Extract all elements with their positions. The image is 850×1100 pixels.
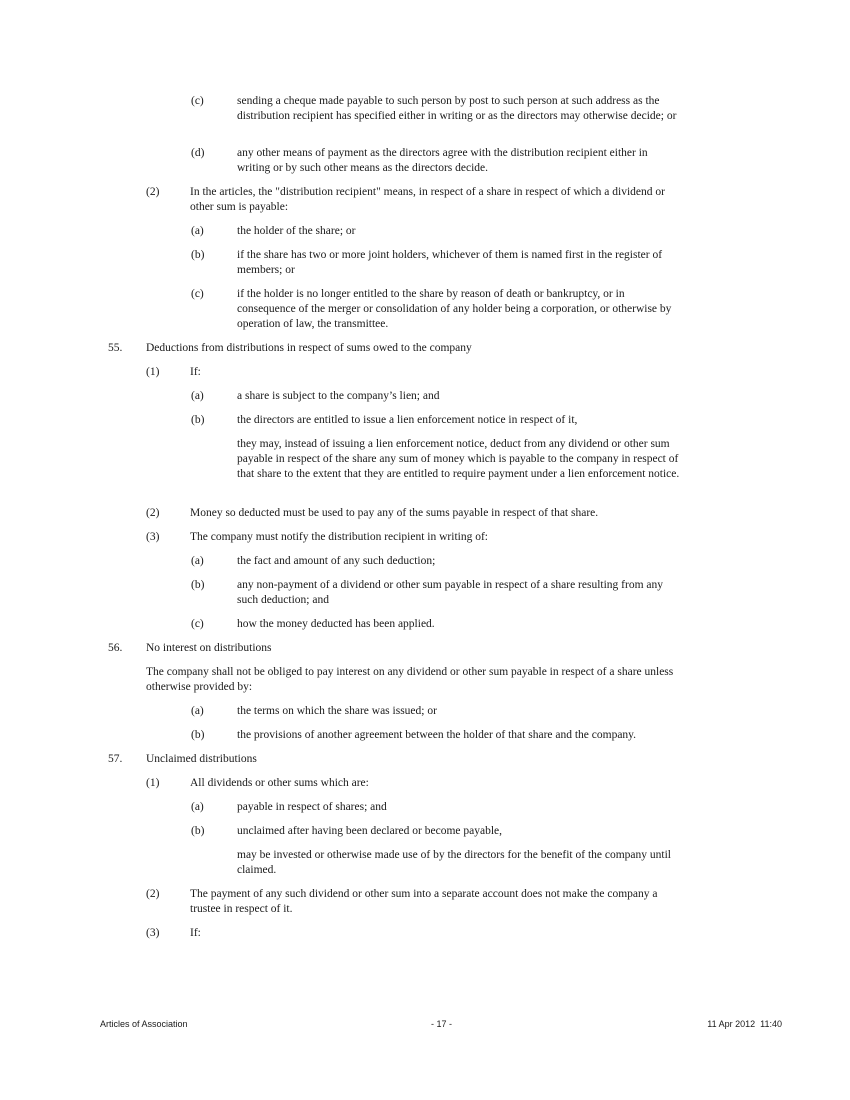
item-text: how the money deducted has been applied.: [237, 618, 435, 630]
item-label: (c): [191, 95, 204, 107]
item-text: the provisions of another agreement between the holder of that share and the company.: [237, 729, 637, 741]
item-text: a share is subject to the company’s lien; and: [237, 390, 440, 402]
item-text: any non-payment of a dividend or other sum payable in respect of a share resulting from any such deduction; and: [237, 579, 664, 606]
item-text: unclaimed after having been declared or become payable,: [237, 825, 503, 837]
item-label: (a): [191, 801, 204, 813]
subclause-text: The payment of any such dividend or other sum into a separate account does not make the company a trustee in respect of it.: [190, 888, 658, 915]
subclause-label: (1): [146, 777, 160, 789]
item-text: the terms on which the share was issued; or: [237, 705, 437, 717]
subclause-text: All dividends or other sums which are:: [190, 777, 369, 789]
item-label: (d): [191, 147, 205, 159]
subclause-text: The company must notify the distribution recipient in writing of:: [190, 531, 488, 543]
continuation-text: may be invested or otherwise made use of by the directors for the benefit of the company until claimed.: [237, 849, 671, 876]
footer-document-title: Articles of Association: [100, 1019, 188, 1029]
item-text: if the holder is no longer entitled to the share by reason of death or bankruptcy, or in consequence of the merger or consolidation of any holder being a corporation, or otherwise by operation of law, the transmittee.: [237, 288, 672, 330]
subclause-label: (2): [146, 888, 160, 900]
article-number: 56.: [108, 642, 123, 654]
subclause-label: (2): [146, 507, 160, 519]
article-heading: No interest on distributions: [146, 642, 272, 654]
item-label: (c): [191, 618, 204, 630]
item-label: (a): [191, 555, 204, 567]
item-text: payable in respect of shares; and: [237, 801, 387, 813]
item-label: (a): [191, 390, 204, 402]
item-label: (a): [191, 705, 204, 717]
article-heading: Unclaimed distributions: [146, 753, 257, 765]
item-label: (a): [191, 225, 204, 237]
item-text: the holder of the share; or: [237, 225, 356, 237]
subclause-label: (3): [146, 927, 160, 939]
item-text: the directors are entitled to issue a lien enforcement notice in respect of it,: [237, 414, 578, 426]
article-heading: Deductions from distributions in respect of sums owed to the company: [146, 342, 472, 354]
item-label: (b): [191, 579, 205, 591]
item-label: (b): [191, 729, 205, 741]
footer-timestamp: 11 Apr 2012 11:40: [707, 1019, 782, 1029]
item-text: sending a cheque made payable to such person by post to such person at such address as the distribution recipient has specified either in writing or as the directors may otherwise decide; or: [237, 95, 677, 122]
article-number: 55.: [108, 342, 123, 354]
subclause-label: (1): [146, 366, 160, 378]
item-text: any other means of payment as the directors agree with the distribution recipient either in writing or by such other means as the directors decide.: [237, 147, 648, 174]
subclause-text: Money so deducted must be used to pay any of the sums payable in respect of that share.: [190, 507, 599, 519]
article-body: The company shall not be obliged to pay interest on any dividend or other sum payable in respect of a share unless otherwise provided by:: [146, 666, 674, 693]
item-label: (b): [191, 825, 205, 837]
continuation-text: they may, instead of issuing a lien enforcement notice, deduct from any dividend or other sum payable in respect of the share any sum of money which is payable to the company in respect of that share to the extent that they are entitled to require payment under a lien enforcement notice.: [237, 438, 680, 480]
item-label: (c): [191, 288, 204, 300]
subclause-label: (2): [146, 186, 160, 198]
footer-page-number: - 17 -: [430, 1019, 452, 1029]
item-label: (b): [191, 249, 205, 261]
subclause-text: If:: [190, 366, 201, 378]
subclause-label: (3): [146, 531, 160, 543]
subclause-text: In the articles, the "distribution recipient" means, in respect of a share in respect of which a dividend or other sum is payable:: [190, 186, 665, 213]
item-text: if the share has two or more joint holders, whichever of them is named first in the register of members; or: [237, 249, 663, 276]
item-text: the fact and amount of any such deduction;: [237, 555, 436, 567]
item-label: (b): [191, 414, 205, 426]
article-number: 57.: [108, 753, 123, 765]
subclause-text: If:: [190, 927, 201, 939]
